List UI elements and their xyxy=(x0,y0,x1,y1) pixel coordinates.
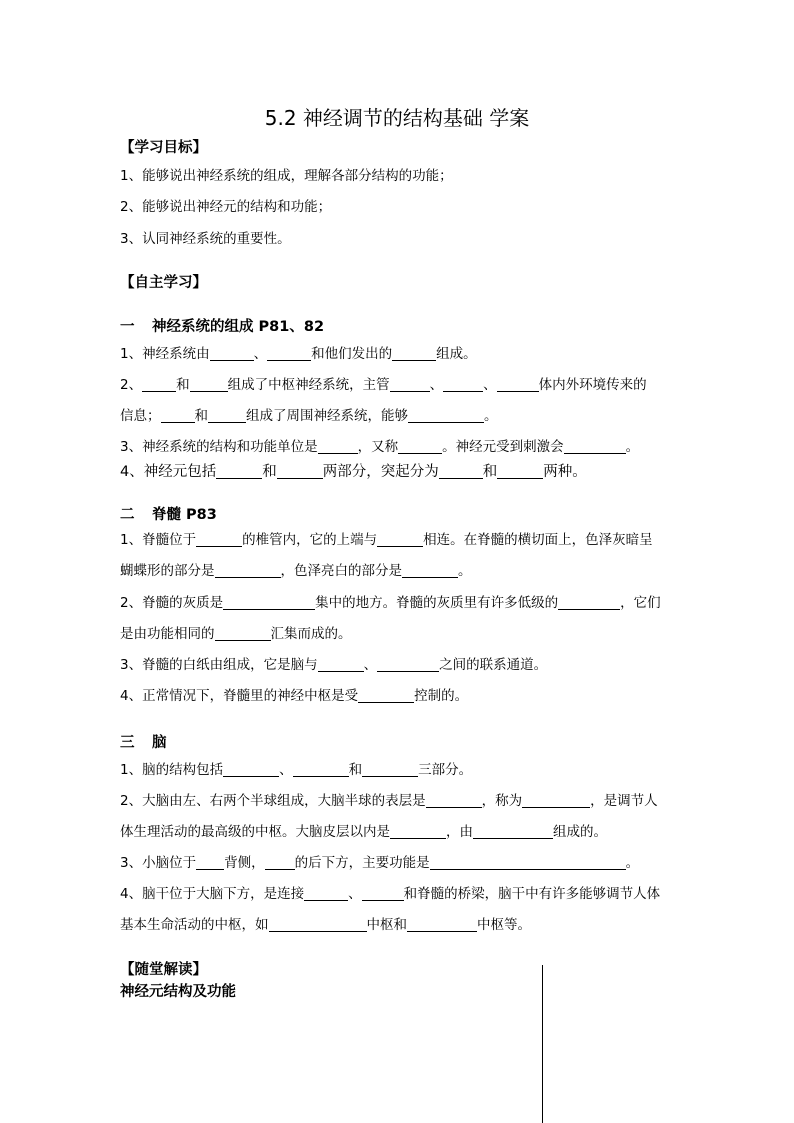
s3-question-4-continued: 基本生命活动的中枢，如 中枢和 中枢等。 xyxy=(120,917,531,933)
reading-heading: 【随堂解读】 xyxy=(120,962,207,978)
answer-blank[interactable] xyxy=(269,916,367,932)
answer-blank[interactable] xyxy=(497,463,543,479)
s3-question-2-continued: 体生理活动的最高级的中枢。大脑皮层以内是 ，由 组成的。 xyxy=(120,824,607,840)
section-1-number: 一 xyxy=(120,319,135,335)
answer-blank[interactable] xyxy=(215,625,271,641)
answer-blank[interactable] xyxy=(358,687,414,703)
answer-blank[interactable] xyxy=(430,854,626,870)
answer-blank[interactable] xyxy=(293,761,349,777)
answer-blank[interactable] xyxy=(161,407,195,423)
column-divider xyxy=(542,965,543,1123)
section-2-title: 脊髓 P83 xyxy=(152,507,217,523)
answer-blank[interactable] xyxy=(215,562,281,578)
answer-blank[interactable] xyxy=(216,463,262,479)
answer-blank[interactable] xyxy=(210,345,254,361)
answer-blank[interactable] xyxy=(223,761,279,777)
reading-subheading: 神经元结构及功能 xyxy=(120,984,236,1000)
answer-blank[interactable] xyxy=(443,376,483,392)
s1-question-2: 2、 和 组成了中枢神经系统，主管 、 、 体内外环境传来的 xyxy=(120,377,647,393)
answer-blank[interactable] xyxy=(426,792,482,808)
answer-blank[interactable] xyxy=(390,823,446,839)
answer-blank[interactable] xyxy=(377,531,423,547)
section-3-heading xyxy=(120,733,167,753)
answer-blank[interactable] xyxy=(439,463,483,479)
self-study-heading: 【自主学习】 xyxy=(120,275,207,291)
section-1-title: 神经系统的组成 P81、82 xyxy=(152,319,325,335)
section-2-number: 二 xyxy=(120,507,135,523)
answer-blank[interactable] xyxy=(190,376,228,392)
answer-blank[interactable] xyxy=(223,594,315,610)
answer-blank[interactable] xyxy=(497,376,539,392)
answer-blank[interactable] xyxy=(318,438,358,454)
answer-blank[interactable] xyxy=(362,761,418,777)
answer-blank[interactable] xyxy=(267,345,311,361)
objective-item-3: 3、认同神经系统的重要性。 xyxy=(120,231,291,247)
answer-blank[interactable] xyxy=(473,823,553,839)
objective-item-1: 1、能够说出神经系统的组成，理解各部分结构的功能； xyxy=(120,168,453,184)
answer-blank[interactable] xyxy=(522,792,590,808)
section-3-title: 脑 xyxy=(152,735,167,751)
answer-blank[interactable] xyxy=(318,656,364,672)
s2-question-3: 3、脊髓的白纸由组成，它是脑与 、 之间的联系通道。 xyxy=(120,657,548,673)
answer-blank[interactable] xyxy=(402,562,458,578)
answer-blank[interactable] xyxy=(377,656,439,672)
s2-question-2-continued: 是由功能相同的 汇集而成的。 xyxy=(120,626,352,642)
answer-blank[interactable] xyxy=(265,854,295,870)
answer-blank[interactable] xyxy=(407,916,477,932)
section-1-heading xyxy=(120,317,324,337)
s1-question-2-continued: 信息； 和 组成了周围神经系统，能够 。 xyxy=(120,408,498,424)
answer-blank[interactable] xyxy=(398,438,442,454)
page-title: 5.2 神经调节的结构基础 学案 xyxy=(264,106,530,130)
answer-blank[interactable] xyxy=(408,407,484,423)
answer-blank[interactable] xyxy=(196,854,224,870)
s1-question-3: 3、神经系统的结构和功能单位是 ，又称 。神经元受到刺激会 。 xyxy=(120,439,640,455)
section-3-number: 三 xyxy=(120,735,135,751)
s2-question-1-continued: 蝴蝶形的部分是 ，色泽亮白的部分是 。 xyxy=(120,563,472,579)
answer-blank[interactable] xyxy=(277,463,323,479)
answer-blank[interactable] xyxy=(390,376,430,392)
s1-question-4: 4、神经元包括 和 两部分，突起分为 和 两种。 xyxy=(120,464,587,480)
answer-blank[interactable] xyxy=(304,885,348,901)
objective-item-2: 2、能够说出神经元的结构和功能； xyxy=(120,199,332,215)
s2-question-1: 1、脊髓位于 的椎管内，它的上端与 相连。在脊髓的横切面上，色泽灰暗呈 xyxy=(120,532,653,548)
objectives-heading: 【学习目标】 xyxy=(120,140,207,156)
answer-blank[interactable] xyxy=(196,531,242,547)
s3-question-4: 4、脑干位于大脑下方，是连接 、 和脊髓的桥梁，脑干中有许多能够调节人体 xyxy=(120,886,661,902)
answer-blank[interactable] xyxy=(208,407,246,423)
answer-blank[interactable] xyxy=(392,345,436,361)
s3-question-1: 1、脑的结构包括 、 和 三部分。 xyxy=(120,762,473,778)
s2-question-2: 2、脊髓的灰质是 集中的地方。脊髓的灰质里有许多低级的 ，它们 xyxy=(120,595,661,611)
s2-question-4: 4、正常情况下，脊髓里的神经中枢是受 控制的。 xyxy=(120,688,469,704)
section-2-heading xyxy=(120,505,217,525)
answer-blank[interactable] xyxy=(142,376,176,392)
s3-question-3: 3、小脑位于 背侧， 的后下方，主要功能是 。 xyxy=(120,855,640,871)
s1-question-1: 1、神经系统由 、 和他们发出的 组成。 xyxy=(120,346,477,362)
s3-question-2: 2、大脑由左、右两个半球组成，大脑半球的表层是 ，称为 ，是调节人 xyxy=(120,793,658,809)
answer-blank[interactable] xyxy=(558,594,620,610)
answer-blank[interactable] xyxy=(362,885,404,901)
answer-blank[interactable] xyxy=(564,438,626,454)
